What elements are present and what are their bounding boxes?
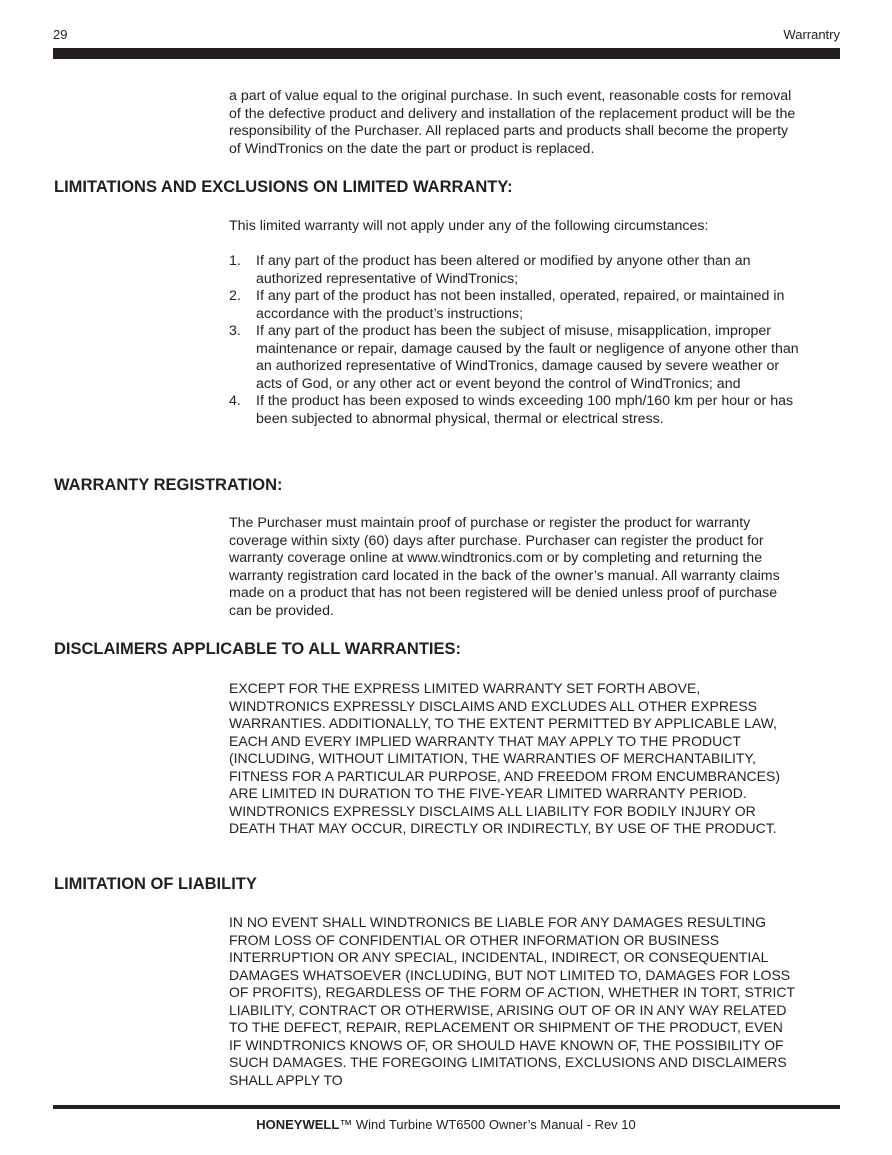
list-item-number: 3. xyxy=(229,323,241,339)
trademark-symbol: ™ xyxy=(339,1117,353,1132)
footer xyxy=(0,1117,892,1132)
footer-title: Wind Turbine WT6500 Owner’s Manual - Rev 10 xyxy=(352,1117,636,1132)
page-number: 29 xyxy=(53,27,68,42)
list-item-number: 2. xyxy=(229,288,241,304)
footer-rule xyxy=(53,1105,840,1109)
list-item-text: If any part of the product has been the subject of misuse, misapplication, improper maintenance or repair, damage caused by the fault or negligence of anyone other than an authorized representative of WindTronics, damage caused by severe weather or acts of God, or any other act or event beyond the control of WindTronics; and xyxy=(256,323,799,392)
list-item-text: If any part of the product has been altered or modified by anyone other than an authorized representative of WindTronics; xyxy=(256,253,751,287)
limitations-intro: This limited warranty will not apply under any of the following circumstances: xyxy=(229,218,709,234)
registration-text: The Purchaser must maintain proof of purchase or register the product for warranty coverage within sixty (60) days after purchase. Purchaser can register the product for warranty coverage online at www.windtronics.com or by completing and returning the warranty registration card located in the back of the owner’s manual. All warranty claims made on a product that has not been registered will be denied unless proof of purchase can be provided. xyxy=(229,515,780,619)
section-label: Warrantry xyxy=(783,27,840,42)
registration-heading: WARRANTY REGISTRATION: xyxy=(54,476,283,494)
list-item-text: If any part of the product has not been installed, operated, repaired, or maintained in accordance with the product’s instructions; xyxy=(256,288,785,322)
disclaimers-heading: DISCLAIMERS APPLICABLE TO ALL WARRANTIES: xyxy=(54,640,462,658)
list-item-text: If the product has been exposed to winds exceeding 100 mph/160 km per hour or has been subjected to abnormal physical, thermal or electrical stress. xyxy=(256,393,794,427)
liability-heading: LIMITATION OF LIABILITY xyxy=(54,875,257,893)
disclaimers-text: EXCEPT FOR THE EXPRESS LIMITED WARRANTY SET FORTH ABOVE, WINDTRONICS EXPRESSLY DISCLAIMS AND EXCLUDES ALL OTHER EXPRESS WARRANTIES. ADDITIONALLY, TO THE EXTENT PERMITTED BY APPLICABLE LAW, EACH AND EVERY IMPLIED WARRANTY THAT MAY APPLY TO THE PRODUCT (INCLUDING, WITHOUT LIMITATION, THE WARRANTIES OF MERCHANTABILITY, FITNESS FOR A PARTICULAR PURPOSE, AND FREEDOM FROM ENCUMBRANCES) ARE LIMITED IN DURATION TO THE FIVE-YEAR LIMITED WARRANTY PERIOD. WINDTRONICS EXPRESSLY DISCLAIMS ALL LIABILITY FOR BODILY INJURY OR DEATH THAT MAY OCCUR, DIRECTLY OR INDIRECTLY, BY USE OF THE PRODUCT. xyxy=(229,680,780,836)
list-item-number: 4. xyxy=(229,393,241,409)
list-item xyxy=(229,288,799,323)
list-item xyxy=(229,393,799,428)
intro-paragraph: a part of value equal to the original purchase. In such event, reasonable costs for removal of the defective product and delivery and installation of the replacement product will be the responsibility of the Purchaser. All replaced parts and products shall become the property of WindTronics on the date the part or product is replaced. xyxy=(229,88,796,157)
footer-brand: HONEYWELL xyxy=(256,1117,340,1132)
list-item xyxy=(229,323,799,393)
exclusions-list xyxy=(229,253,799,428)
list-item-number: 1. xyxy=(229,253,241,269)
limitations-heading: LIMITATIONS AND EXCLUSIONS ON LIMITED WARRANTY: xyxy=(54,178,513,196)
header-rule xyxy=(53,48,840,59)
list-item xyxy=(229,253,799,288)
liability-text: IN NO EVENT SHALL WINDTRONICS BE LIABLE FOR ANY DAMAGES RESULTING FROM LOSS OF CONFIDENTIAL OR OTHER INFORMATION OR BUSINESS INTERRUPTION OR ANY SPECIAL, INCIDENTAL, INDIRECT, OR CONSEQUENTIAL DAMAGES WHATSOEVER (INCLUDING, BUT NOT LIMITED TO, DAMAGES FOR LOSS OF PROFITS), REGARDLESS OF THE FORM OF ACTION, WHETHER IN TORT, STRICT LIABILITY, CONTRACT OR OTHERWISE, ARISING OUT OF OR IN ANY WAY RELATED TO THE DEFECT, REPAIR, REPLACEMENT OR SHIPMENT OF THE PRODUCT, EVEN IF WINDTRONICS KNOWS OF, OR SHOULD HAVE KNOWN OF, THE POSSIBILITY OF SUCH DAMAGES. THE FOREGOING LIMITATIONS, EXCLUSIONS AND DISCLAIMERS SHALL APPLY TO xyxy=(229,914,795,1088)
